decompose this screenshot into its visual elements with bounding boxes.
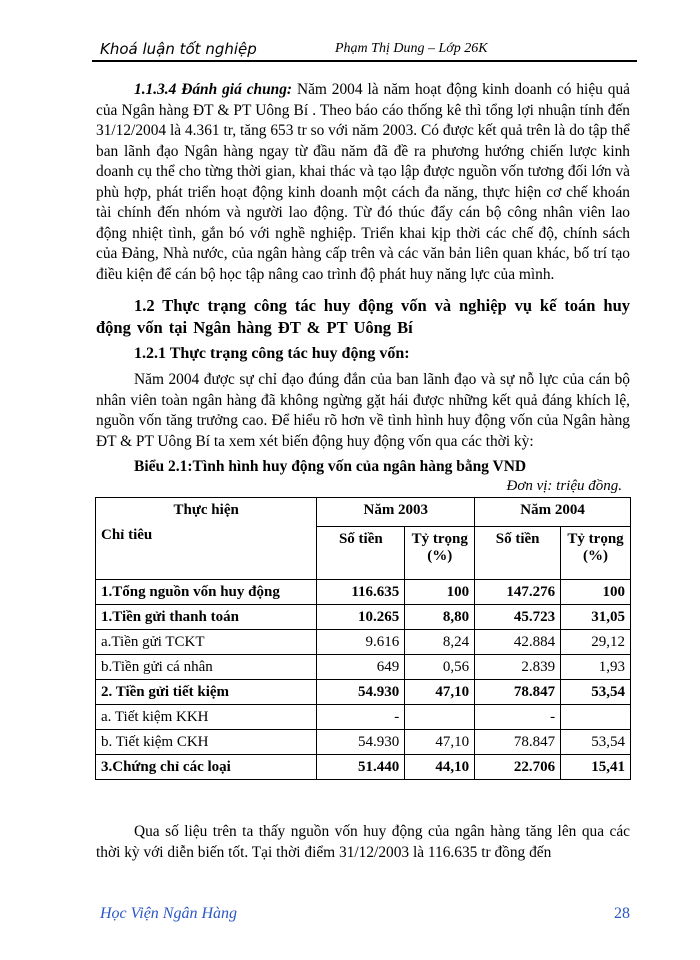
share-2004-cell: 100 [561, 580, 631, 605]
year-2004-header: Năm 2004 [475, 498, 631, 527]
amount-2004-cell: 78.847 [475, 680, 561, 705]
table-row [96, 655, 631, 680]
amount-2004-cell: 147.276 [475, 580, 561, 605]
amount-2004-cell: 2.839 [475, 655, 561, 680]
amount-2004-cell: 45.723 [475, 605, 561, 630]
amount-2004-cell: 42.884 [475, 630, 561, 655]
amount-2003-cell: 10.265 [317, 605, 405, 630]
capital-mobilization-table [95, 497, 631, 780]
evaluation-text: Năm 2004 là năm hoạt động kinh doanh có hiệu quả của Ngân hàng ĐT & PT Uông Bí . Theo báo cáo thống kê thì tổng lợi nhuận tính đến 31/12/2004 là 4.361 tr, tăng 653 tr so với năm 2003. Có được kết quả trên là do tập thể ban lãnh đạo Ngân hàng ngay từ đầu năm đã đề ra phương hướng chiến lược kinh doanh cụ thể cho từng thời gian, khai thác và tạo lập được nguồn vốn tương đối lớn và phù hợp, phát triển hoạt động kinh doanh một cách đa năng, thực hiện cơ chế khoán tài chính đến nhóm và người lao động. Từ đó thúc đẩy cán bộ công nhân viên lao động nhiệt tình, gắn bó với nghề nghiệp. Triển khai kịp thời các chế độ, chính sách của Đảng, Nhà nước, của ngân hàng cấp trên và các văn bản liên quan khác, bố trí tạo điều kiện để cán bộ học tập nâng cao trình độ phát huy năng lực của mình. [96, 81, 630, 283]
evaluation-paragraph [96, 80, 630, 285]
row-label-cell: 3.Chứng chỉ các loại [96, 755, 317, 780]
amount-2003-cell: 116.635 [317, 580, 405, 605]
header-title: Khoá luận tốt nghiệp [100, 40, 257, 58]
share-2003-cell: 0,56 [405, 655, 475, 680]
section-heading-1-2-1: 1.2.1 Thực trạng công tác huy động vốn: [134, 345, 410, 362]
table-row [96, 630, 631, 655]
row-label-cell: a.Tiền gửi TCKT [96, 630, 317, 655]
row-label-cell: a. Tiết kiệm KKH [96, 705, 317, 730]
amount-2004-cell: - [475, 705, 561, 730]
share-2003-cell: 47,10 [405, 730, 475, 755]
share-2003-cell [405, 705, 475, 730]
corner-bottom-label: Chỉ tiêu [101, 527, 153, 543]
table-row [96, 730, 631, 755]
share-2004-cell: 31,05 [561, 605, 631, 630]
corner-top-label: Thực hiện [173, 502, 239, 518]
header-author: Phạm Thị Dung – Lớp 26K [335, 41, 488, 56]
share-2003-cell: 100 [405, 580, 475, 605]
evaluation-lead: 1.1.3.4 Đánh giá chung: [134, 81, 293, 98]
amount-2003-cell: - [317, 705, 405, 730]
row-label-cell: 1.Tổng nguồn vốn huy động [96, 580, 317, 605]
table-unit: Đơn vị: triệu đồng. [506, 478, 622, 494]
row-label-cell: b. Tiết kiệm CKH [96, 730, 317, 755]
amount-2003-cell: 649 [317, 655, 405, 680]
share-2003-cell: 44,10 [405, 755, 475, 780]
share-2004-cell: 53,54 [561, 730, 631, 755]
amount-2003-header: Số tiền [317, 527, 405, 580]
row-label-cell: b.Tiền gửi cá nhân [96, 655, 317, 680]
table-row [96, 705, 631, 730]
share-2004-cell: 1,93 [561, 655, 631, 680]
table-row [96, 605, 631, 630]
share-2004-header: Tỷ trọng (%) [561, 527, 631, 580]
page-header [92, 38, 637, 62]
analysis-paragraph: Qua số liệu trên ta thấy nguồn vốn huy động của ngân hàng tăng lên qua các thời kỳ với diễn biến tốt. Tại thời điểm 31/12/2003 là 116.635 tr đồng đến [96, 823, 630, 861]
table-header-row [96, 498, 631, 527]
corner-header [96, 498, 317, 580]
page-content [96, 80, 630, 863]
table-caption: Biểu 2.1:Tình hình huy động vốn của ngân hàng bằng VND [134, 458, 527, 475]
amount-2004-cell: 22.706 [475, 755, 561, 780]
share-2004-cell: 53,54 [561, 680, 631, 705]
table-row [96, 580, 631, 605]
section-heading-1-2: 1.2 Thực trạng công tác huy động vốn và nghiệp vụ kế toán huy động vốn tại Ngân hàng ĐT & PT Uông Bí [96, 296, 630, 337]
page-footer [100, 905, 630, 923]
share-2004-cell [561, 705, 631, 730]
amount-2003-cell: 51.440 [317, 755, 405, 780]
amount-2003-cell: 9.616 [317, 630, 405, 655]
row-label-cell: 2. Tiền gửi tiết kiệm [96, 680, 317, 705]
amount-2004-header: Số tiền [475, 527, 561, 580]
share-2003-header: Tỷ trọng (%) [405, 527, 475, 580]
share-2003-cell: 47,10 [405, 680, 475, 705]
footer-institution: Học Viện Ngân Hàng [100, 905, 238, 922]
table-row [96, 680, 631, 705]
share-2004-cell: 15,41 [561, 755, 631, 780]
page-number: 28 [614, 905, 630, 922]
amount-2004-cell: 78.847 [475, 730, 561, 755]
amount-2003-cell: 54.930 [317, 730, 405, 755]
year-2003-header: Năm 2003 [317, 498, 475, 527]
share-2003-cell: 8,24 [405, 630, 475, 655]
share-2004-cell: 29,12 [561, 630, 631, 655]
share-2003-cell: 8,80 [405, 605, 475, 630]
table-row [96, 755, 631, 780]
row-label-cell: 1.Tiền gửi thanh toán [96, 605, 317, 630]
amount-2003-cell: 54.930 [317, 680, 405, 705]
intro-paragraph: Năm 2004 được sự chỉ đạo đúng đắn của ban lãnh đạo và sự nỗ lực của cán bộ nhân viên toàn ngân hàng đã không ngừng gặt hái được những kết quả đáng khích lệ, nguồn vốn tăng trưởng cao. Để hiểu rõ hơn về tình hình huy động vốn của Ngân hàng ĐT & PT Uông Bí ta xem xét biến động huy động vốn qua các thời kỳ: [96, 371, 630, 450]
